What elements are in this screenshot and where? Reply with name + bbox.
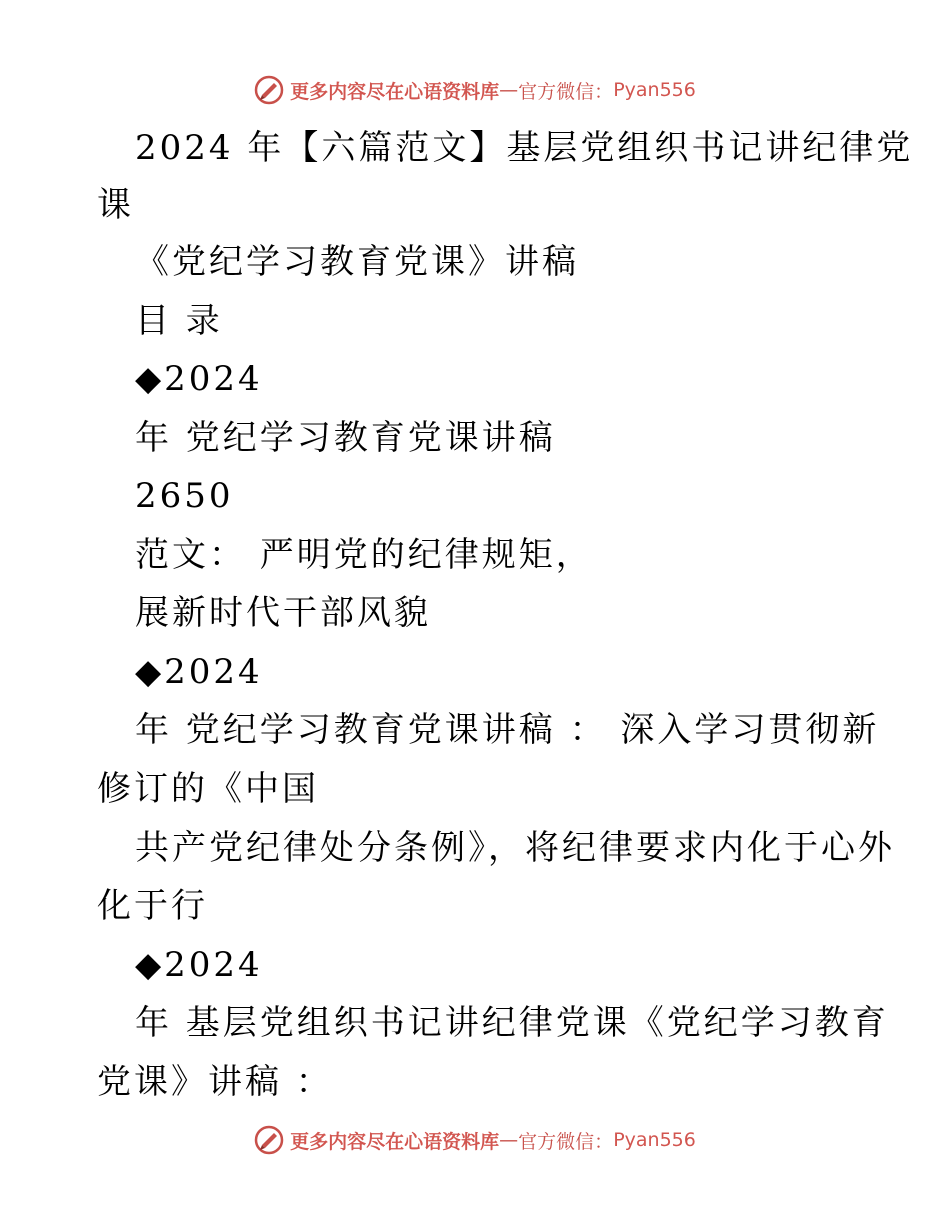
footer-watermark-banner (0, 1120, 950, 1160)
banner-separator: — (499, 79, 519, 101)
banner-brand: 更多内容尽在心语资料库 (290, 1130, 500, 1153)
banner-account: Pyan556 (613, 79, 696, 101)
toc-item-3-marker: ◆2024 (135, 945, 263, 985)
toc-item-3-title-1: 年 基层党组织书记讲纪律党课《党纪学习教育 (135, 1003, 889, 1043)
banner-separator: — (499, 1129, 519, 1151)
toc-item-1-sub-2: 展新时代干部风貌 (135, 593, 431, 633)
banner-wechat-label: 官方微信： (518, 80, 614, 103)
toc-item-2-title-3: 共产党纪律处分条例》，将纪律要求内化于心外 (135, 828, 895, 868)
banner-brand: 更多内容尽在心语资料库 (290, 80, 500, 103)
toc-item-1-sub-1: 范文： 严明党的纪律规矩， (135, 535, 593, 575)
pen-seal-icon (254, 1125, 284, 1155)
header-watermark-banner (0, 70, 950, 110)
toc-item-2-title-4: 化于行 (97, 886, 208, 926)
doc-title-line-1: 2024 年【六篇范文】基层党组织书记讲纪律党 (135, 128, 914, 168)
toc-item-2-marker: ◆2024 (135, 652, 263, 692)
banner-account: Pyan556 (613, 1129, 696, 1151)
toc-item-1-number: 2650 (135, 476, 234, 516)
toc-heading: 目 录 (135, 301, 223, 341)
toc-item-1-marker: ◆2024 (135, 359, 263, 399)
doc-title-line-2: 课 (97, 185, 134, 225)
toc-item-3-title-2: 党课》讲稿 ： (97, 1062, 333, 1102)
toc-item-2-title-1: 年 党纪学习教育党课讲稿 ： 深入学习贯彻新 (135, 710, 880, 750)
banner-wechat-label: 官方微信： (518, 1130, 614, 1153)
toc-item-2-title-2: 修订的《中国 (97, 769, 319, 809)
pen-seal-icon (254, 75, 284, 105)
toc-item-1-title: 年 党纪学习教育党课讲稿 (135, 418, 556, 458)
doc-subtitle: 《党纪学习教育党课》讲稿 (135, 242, 579, 282)
